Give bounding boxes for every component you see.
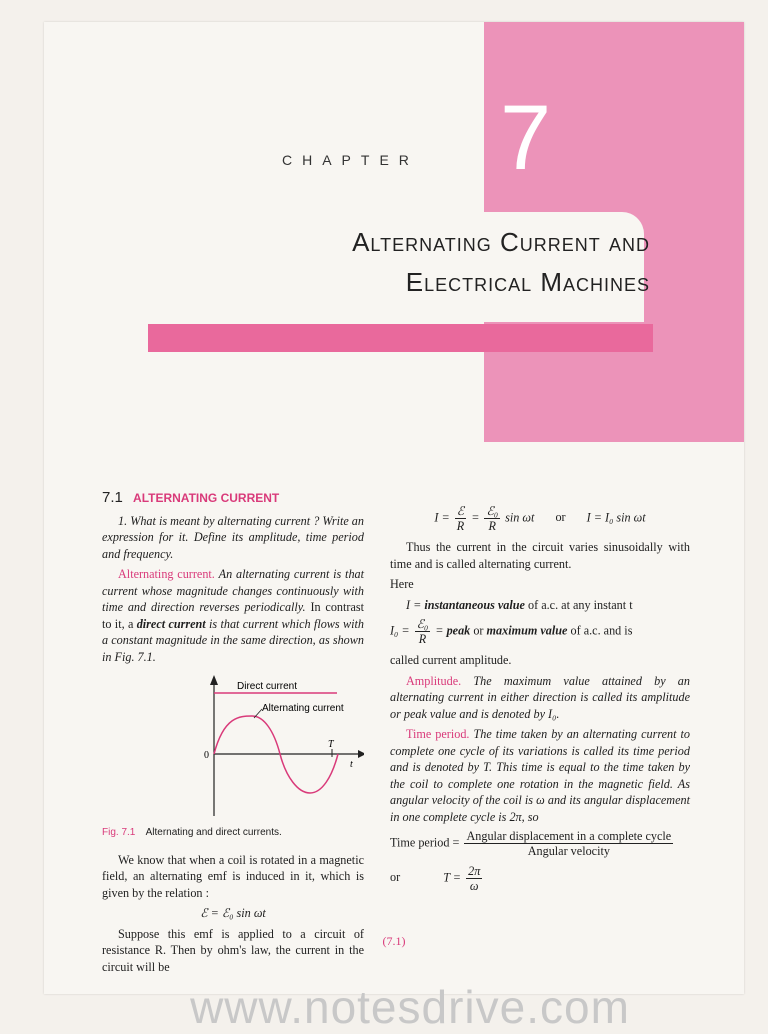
origin-label: 0 [204, 750, 209, 761]
peak-lhs: I₀ = [390, 623, 410, 638]
ac-term: Alternating current. [118, 567, 215, 581]
page-number: (7.1) [382, 934, 406, 948]
contrast-a: In contrast to it, a [102, 600, 365, 631]
tp-num: Angular displacement in a complete cycle [466, 829, 672, 843]
inst-c: of a.c. at any instant t [528, 597, 633, 612]
question-text: 1. What is meant by alternating current ? Write an expression for it. Define its amplitude, time period and frequency. [102, 513, 364, 561]
max-term: maximum value [486, 623, 568, 638]
peak-num: ℰ₀ [416, 617, 429, 631]
peak-term: peak [446, 623, 471, 638]
watermark: www.notesdrive.com [190, 981, 630, 1033]
figure-caption-text: Alternating and direct currents. [145, 827, 282, 838]
tp-frac [464, 829, 673, 858]
chapter-label: CHAPTER [282, 152, 419, 168]
instantaneous-line [390, 597, 690, 614]
figure-number: Fig. 7.1 [102, 827, 136, 838]
peak-equals: = [435, 623, 444, 638]
ac-definition [102, 566, 364, 665]
figure-caption [102, 825, 364, 842]
ac-def: An alternating current is that current whose magnitude changes continuously with time and direction reverses periodically. [102, 567, 365, 614]
eq1-or: or [555, 510, 566, 525]
eq1-f2-num: ℰ₀ [486, 504, 499, 518]
eq1-frac1 [455, 504, 466, 533]
time-period-para [390, 726, 690, 825]
figure-7-1 [102, 671, 364, 821]
eq1-equals: = [471, 510, 480, 525]
eq1-tail: sin ωt [505, 510, 535, 525]
peak-line [390, 617, 690, 646]
sinusoidal-para: Thus the current in the circuit varies sinusoidally with time and is called alternating current. [390, 540, 690, 571]
chapter-title-line2: Electrical Machines [405, 267, 650, 297]
tp-den: Angular velocity [527, 844, 610, 858]
right-column [390, 500, 690, 899]
amplitude-para [390, 673, 690, 723]
dc-term: direct current [136, 616, 206, 631]
contrast-b: is that current which flows with a constant magnitude in the same direction, as shown in Fig. 7.1. [102, 616, 364, 664]
inst-b: instantaneous value [424, 597, 525, 612]
tp-lhs: Time period = [390, 835, 460, 850]
eq1-frac2 [484, 504, 500, 533]
peak-den: R [418, 632, 427, 646]
chapter-title-line1: Alternating Current and [352, 227, 650, 257]
t-label: t [350, 759, 353, 770]
para-emf: We know that when a coil is rotated in a magnetic field, an alternating emf is induced in it, which is given by the relation : [102, 852, 364, 900]
T-equation [390, 864, 690, 893]
section-heading [102, 490, 364, 507]
eq1-f1-num: ℰ [456, 504, 465, 518]
title-underline-bar [148, 324, 653, 352]
here-label: Here [390, 577, 414, 591]
inst-a: I = [406, 597, 422, 612]
T-label: T [328, 739, 334, 750]
current-equation [390, 504, 690, 533]
chapter-number: 7 [500, 87, 552, 189]
time-period-def: The time taken by an alternating current to complete one cycle of its variations is called its time period and is denoted by T. This time is equal to the time taken by the coil to complete one rotation in the magnetic field. As angular velocity of the coil is ω and its angular displacement in one complete cycle is 2π, so [390, 727, 690, 824]
left-column [102, 490, 364, 979]
amplitude-def: The maximum value attained by an alternating current in either direction is called its amplitude or peak value and is denoted by I₀. [390, 673, 690, 721]
x-axis-arrow [358, 750, 364, 758]
amplitude-term: Amplitude. [406, 673, 462, 688]
peak-tail: of a.c. and is [570, 623, 633, 638]
para-ohm: Suppose this emf is applied to a circuit of resistance R. Then by ohm's law, the current in the circuit will be [102, 926, 364, 974]
dc-label: Direct current [237, 681, 298, 692]
ac-label: Alternating current [262, 703, 344, 714]
textbook-page [44, 22, 744, 994]
eq1-f1-den: R [456, 519, 465, 533]
T-den: ω [469, 879, 479, 893]
section-number: 7.1 [102, 489, 123, 506]
time-period-eq [390, 829, 690, 858]
eq1-alt: I = I₀ sin ωt [586, 510, 646, 525]
chapter-title [352, 222, 650, 302]
amplitude-called: called current amplitude. [390, 653, 512, 667]
T-num: 2π [468, 864, 481, 878]
eq1-lhs: I = [434, 510, 450, 525]
T-frac [466, 864, 482, 893]
T-or: or [390, 870, 401, 885]
y-axis-arrow [210, 675, 218, 685]
emf-equation: ℰ = ℰ₀ sin ωt [200, 906, 266, 920]
section-title: ALTERNATING CURRENT [133, 491, 280, 505]
T-lhs: T = [443, 870, 462, 885]
ac-dc-graph [102, 671, 364, 821]
time-period-term: Time period. [406, 727, 470, 741]
peak-or: or [473, 623, 484, 638]
eq1-f2-den: R [488, 519, 496, 533]
peak-frac [415, 617, 431, 646]
